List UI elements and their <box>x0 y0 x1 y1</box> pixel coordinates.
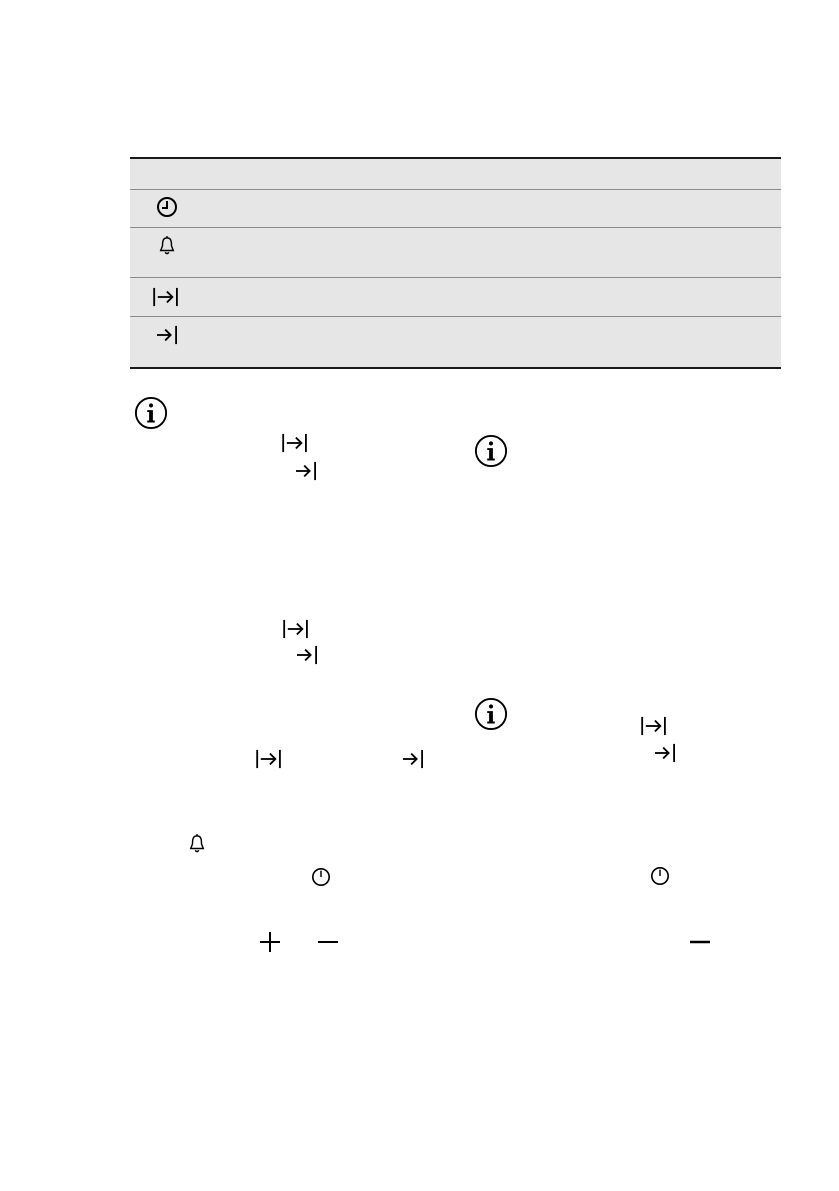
duration-icon <box>282 619 310 639</box>
plus-icon <box>259 931 281 953</box>
info-icon <box>134 396 168 430</box>
end-time-icon <box>156 325 178 345</box>
table-row-end-time <box>130 316 781 368</box>
minus-icon <box>689 931 711 953</box>
minus-icon <box>317 931 339 953</box>
duration-icon <box>255 749 283 769</box>
end-time-icon <box>296 645 318 665</box>
table-row-clock <box>130 189 781 228</box>
clock-icon <box>311 867 331 887</box>
info-icon <box>474 434 508 468</box>
info-icon <box>474 697 508 731</box>
table-header-row <box>130 159 781 189</box>
duration-icon <box>152 287 180 307</box>
clock-icon <box>650 866 670 886</box>
end-time-icon <box>402 749 424 769</box>
bell-icon <box>158 236 176 256</box>
duration-icon <box>640 716 668 736</box>
table-row-duration <box>130 277 781 317</box>
clock-icon <box>156 196 178 218</box>
table-bottom-rule <box>130 367 781 369</box>
duration-icon <box>281 433 309 453</box>
table-top-rule <box>130 157 781 159</box>
table-row-bell <box>130 227 781 278</box>
bell-icon <box>188 834 206 854</box>
end-time-icon <box>654 743 676 763</box>
end-time-icon <box>295 461 317 481</box>
